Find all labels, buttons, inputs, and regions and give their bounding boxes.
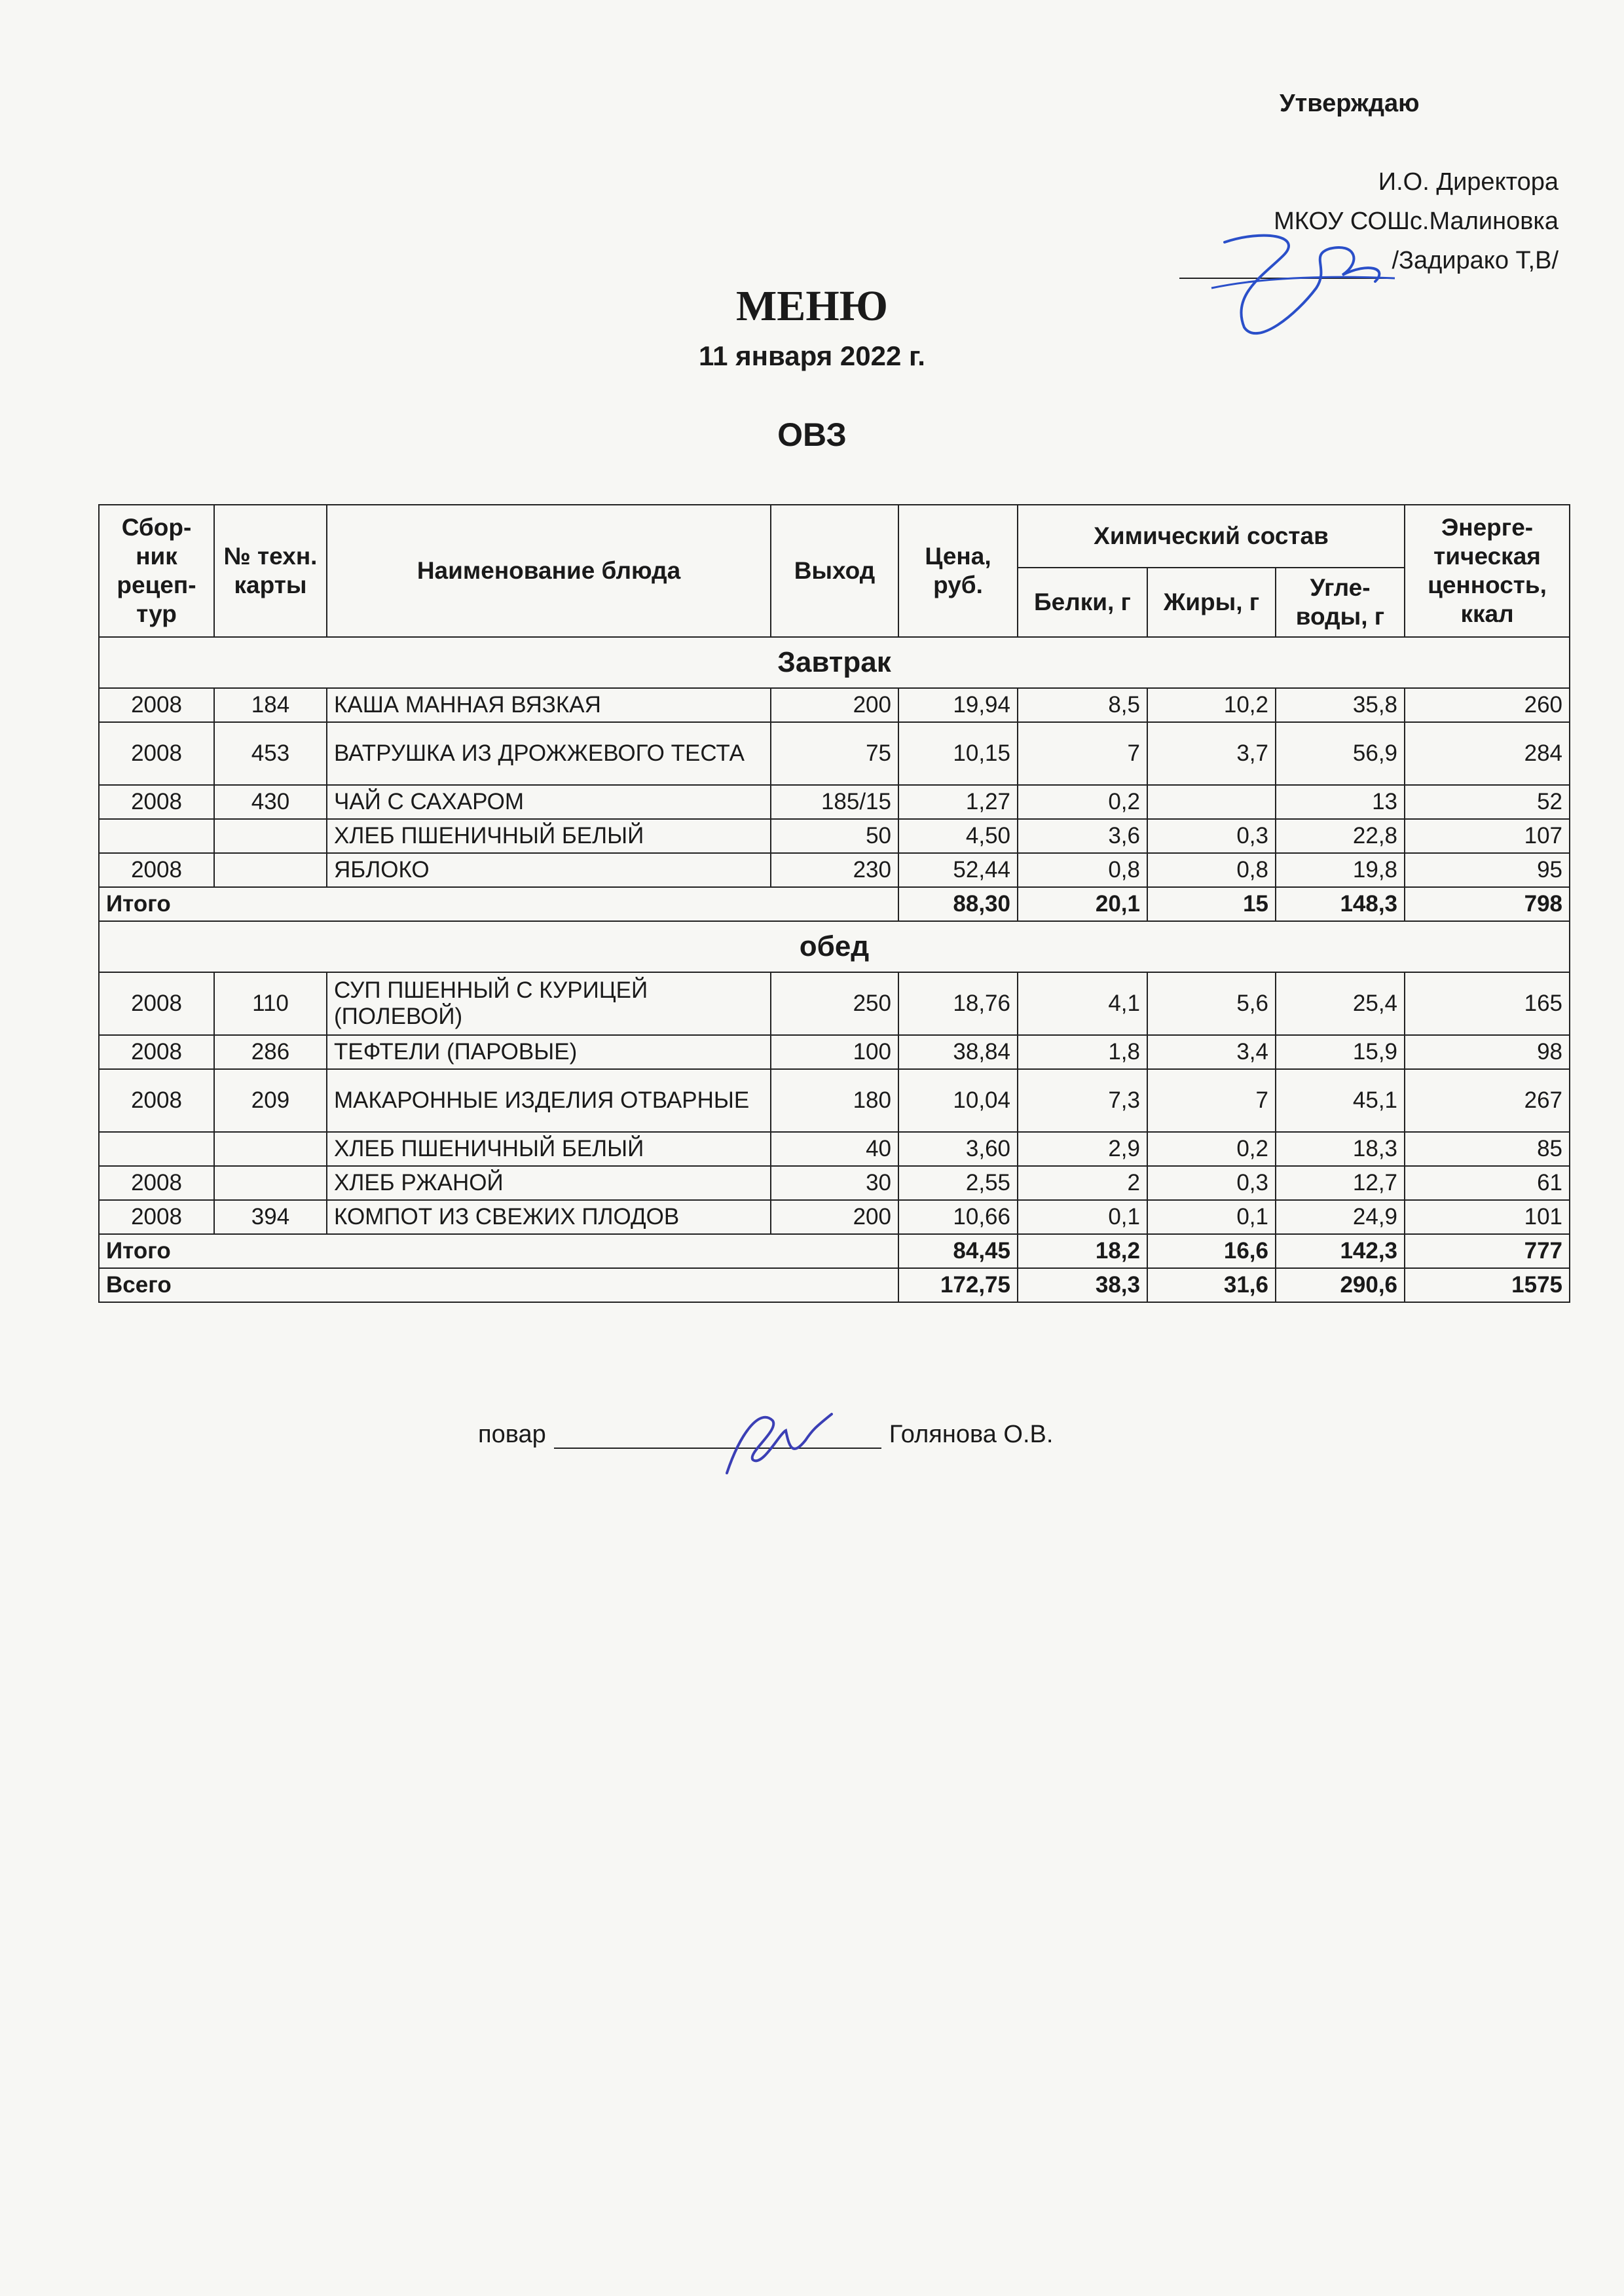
table-row xyxy=(99,853,1570,887)
cell-yield: 230 xyxy=(771,853,898,887)
approval-position: И.О. Директора xyxy=(1378,168,1559,196)
menu-subtitle: ОВЗ xyxy=(777,416,847,453)
cell-collection: 2008 xyxy=(99,972,214,1035)
table-row xyxy=(99,722,1570,785)
cell-carbs: 45,1 xyxy=(1276,1069,1405,1132)
cell-yield: 50 xyxy=(771,819,898,853)
cell-carbs: 15,9 xyxy=(1276,1035,1405,1069)
cell-fat: 10,2 xyxy=(1147,688,1276,722)
cell-collection: 2008 xyxy=(99,688,214,722)
cell-price: 3,60 xyxy=(898,1132,1018,1166)
menu-date: 11 января 2022 г. xyxy=(699,340,925,371)
cell-protein: 4,1 xyxy=(1018,972,1147,1035)
grand-total-energy: 1575 xyxy=(1405,1268,1570,1302)
total-label: Итого xyxy=(99,1234,898,1268)
cell-dish: ХЛЕБ ПШЕНИЧНЫЙ БЕЛЫЙ xyxy=(327,1132,771,1166)
cell-price: 52,44 xyxy=(898,853,1018,887)
cell-card: 286 xyxy=(214,1035,327,1069)
cell-fat: 0,3 xyxy=(1147,1166,1276,1200)
cell-price: 19,94 xyxy=(898,688,1018,722)
grand-total-fat: 31,6 xyxy=(1147,1268,1276,1302)
cell-fat: 7 xyxy=(1147,1069,1276,1132)
cell-card: 184 xyxy=(214,688,327,722)
cell-protein: 7 xyxy=(1018,722,1147,785)
cell-protein: 2 xyxy=(1018,1166,1147,1200)
cell-yield: 180 xyxy=(771,1069,898,1132)
cell-dish: СУП ПШЕННЫЙ С КУРИЦЕЙ (ПОЛЕВОЙ) xyxy=(327,972,771,1035)
cell-energy: 98 xyxy=(1405,1035,1570,1069)
cell-dish: ХЛЕБ ПШЕНИЧНЫЙ БЕЛЫЙ xyxy=(327,819,771,853)
cook-name: Голянова О.В. xyxy=(889,1421,1054,1448)
cell-dish: ЧАЙ С САХАРОМ xyxy=(327,785,771,819)
table-row xyxy=(99,688,1570,722)
col-header-yield: Выход xyxy=(771,505,898,637)
cell-dish: ЯБЛОКО xyxy=(327,853,771,887)
cell-yield: 200 xyxy=(771,1200,898,1234)
cell-energy: 267 xyxy=(1405,1069,1570,1132)
page-title: МЕНЮ xyxy=(736,282,888,330)
subtotal-row xyxy=(99,887,1570,921)
cell-dish: ХЛЕБ РЖАНОЙ xyxy=(327,1166,771,1200)
cell-collection: 2008 xyxy=(99,1069,214,1132)
cell-dish: КАША МАННАЯ ВЯЗКАЯ xyxy=(327,688,771,722)
table-row xyxy=(99,1035,1570,1069)
cell-price: 10,15 xyxy=(898,722,1018,785)
grand-total-protein: 38,3 xyxy=(1018,1268,1147,1302)
cook-role: повар xyxy=(478,1421,546,1448)
col-header-protein: Белки, г xyxy=(1018,568,1147,637)
cell-yield: 200 xyxy=(771,688,898,722)
cell-yield: 30 xyxy=(771,1166,898,1200)
cell-energy: 165 xyxy=(1405,972,1570,1035)
total-carbs: 148,3 xyxy=(1276,887,1405,921)
cell-collection: 2008 xyxy=(99,1200,214,1234)
cell-price: 4,50 xyxy=(898,819,1018,853)
cell-collection: 2008 xyxy=(99,722,214,785)
col-header-collection: Сбор-ник рецеп-тур xyxy=(99,505,214,637)
grand-total-label: Всего xyxy=(99,1268,898,1302)
total-protein: 20,1 xyxy=(1018,887,1147,921)
cell-price: 10,66 xyxy=(898,1200,1018,1234)
cell-collection: 2008 xyxy=(99,853,214,887)
col-header-dish: Наименование блюда xyxy=(327,505,771,637)
grand-total-row xyxy=(99,1268,1570,1302)
cell-card: 394 xyxy=(214,1200,327,1234)
col-header-energy: Энерге-тическая ценность, ккал xyxy=(1405,505,1570,637)
cell-fat: 0,8 xyxy=(1147,853,1276,887)
approval-organization: МКОУ СОШс.Малиновка xyxy=(1274,208,1559,235)
cell-yield: 75 xyxy=(771,722,898,785)
subtotal-row xyxy=(99,1234,1570,1268)
cell-collection xyxy=(99,1132,214,1166)
cell-dish: КОМПОТ ИЗ СВЕЖИХ ПЛОДОВ xyxy=(327,1200,771,1234)
total-fat: 16,6 xyxy=(1147,1234,1276,1268)
total-label: Итого xyxy=(99,887,898,921)
cell-yield: 40 xyxy=(771,1132,898,1166)
cell-price: 1,27 xyxy=(898,785,1018,819)
table-row xyxy=(99,1132,1570,1166)
section-row xyxy=(99,921,1570,972)
total-fat: 15 xyxy=(1147,887,1276,921)
col-header-card: № техн. карты xyxy=(214,505,327,637)
cell-energy: 61 xyxy=(1405,1166,1570,1200)
cell-price: 10,04 xyxy=(898,1069,1018,1132)
section-title: обед xyxy=(99,921,1570,972)
cell-protein: 1,8 xyxy=(1018,1035,1147,1069)
cell-card xyxy=(214,1132,327,1166)
grand-total-carbs: 290,6 xyxy=(1276,1268,1405,1302)
cell-carbs: 24,9 xyxy=(1276,1200,1405,1234)
cell-energy: 284 xyxy=(1405,722,1570,785)
cell-price: 2,55 xyxy=(898,1166,1018,1200)
cell-carbs: 25,4 xyxy=(1276,972,1405,1035)
cell-collection xyxy=(99,819,214,853)
cell-energy: 52 xyxy=(1405,785,1570,819)
table-row xyxy=(99,1200,1570,1234)
total-price: 84,45 xyxy=(898,1234,1018,1268)
col-header-price: Цена, руб. xyxy=(898,505,1018,637)
cell-collection: 2008 xyxy=(99,1035,214,1069)
cell-protein: 2,9 xyxy=(1018,1132,1147,1166)
cell-dish: ТЕФТЕЛИ (ПАРОВЫЕ) xyxy=(327,1035,771,1069)
table-row xyxy=(99,1069,1570,1132)
total-protein: 18,2 xyxy=(1018,1234,1147,1268)
menu-table xyxy=(98,504,1570,1303)
cell-protein: 3,6 xyxy=(1018,819,1147,853)
cell-fat: 0,1 xyxy=(1147,1200,1276,1234)
section-row xyxy=(99,637,1570,688)
cell-fat xyxy=(1147,785,1276,819)
cell-card xyxy=(214,819,327,853)
cell-fat: 0,2 xyxy=(1147,1132,1276,1166)
cell-fat: 5,6 xyxy=(1147,972,1276,1035)
cell-dish: ВАТРУШКА ИЗ ДРОЖЖЕВОГО ТЕСТА xyxy=(327,722,771,785)
cell-carbs: 35,8 xyxy=(1276,688,1405,722)
cell-energy: 101 xyxy=(1405,1200,1570,1234)
section-title: Завтрак xyxy=(99,637,1570,688)
cell-card xyxy=(214,853,327,887)
cell-card xyxy=(214,1166,327,1200)
cell-price: 38,84 xyxy=(898,1035,1018,1069)
cell-protein: 8,5 xyxy=(1018,688,1147,722)
approval-name: /Задирако Т,В/ xyxy=(1392,247,1559,274)
cell-card: 209 xyxy=(214,1069,327,1132)
cell-carbs: 19,8 xyxy=(1276,853,1405,887)
total-price: 88,30 xyxy=(898,887,1018,921)
cell-carbs: 13 xyxy=(1276,785,1405,819)
cell-card: 430 xyxy=(214,785,327,819)
cell-fat: 3,4 xyxy=(1147,1035,1276,1069)
col-header-fat: Жиры, г xyxy=(1147,568,1276,637)
cell-energy: 260 xyxy=(1405,688,1570,722)
cell-fat: 3,7 xyxy=(1147,722,1276,785)
cell-carbs: 18,3 xyxy=(1276,1132,1405,1166)
col-header-carbs: Угле-воды, г xyxy=(1276,568,1405,637)
total-energy: 798 xyxy=(1405,887,1570,921)
cell-carbs: 12,7 xyxy=(1276,1166,1405,1200)
table-row xyxy=(99,785,1570,819)
col-header-chem: Химический состав xyxy=(1018,505,1405,568)
table-row xyxy=(99,1166,1570,1200)
table-row xyxy=(99,819,1570,853)
total-energy: 777 xyxy=(1405,1234,1570,1268)
cell-collection: 2008 xyxy=(99,1166,214,1200)
cell-carbs: 22,8 xyxy=(1276,819,1405,853)
cell-energy: 95 xyxy=(1405,853,1570,887)
cell-collection: 2008 xyxy=(99,785,214,819)
cell-card: 453 xyxy=(214,722,327,785)
cell-protein: 0,2 xyxy=(1018,785,1147,819)
approval-title: Утверждаю xyxy=(1280,90,1420,117)
cell-dish: МАКАРОННЫЕ ИЗДЕЛИЯ ОТВАРНЫЕ xyxy=(327,1069,771,1132)
cell-yield: 250 xyxy=(771,972,898,1035)
cell-carbs: 56,9 xyxy=(1276,722,1405,785)
grand-total-price: 172,75 xyxy=(898,1268,1018,1302)
table-row xyxy=(99,972,1570,1035)
cell-fat: 0,3 xyxy=(1147,819,1276,853)
cell-yield: 185/15 xyxy=(771,785,898,819)
cell-protein: 0,1 xyxy=(1018,1200,1147,1234)
cell-protein: 7,3 xyxy=(1018,1069,1147,1132)
cell-yield: 100 xyxy=(771,1035,898,1069)
cell-price: 18,76 xyxy=(898,972,1018,1035)
cell-energy: 107 xyxy=(1405,819,1570,853)
total-carbs: 142,3 xyxy=(1276,1234,1405,1268)
cell-energy: 85 xyxy=(1405,1132,1570,1166)
cell-card: 110 xyxy=(214,972,327,1035)
cook-signature xyxy=(701,1394,838,1486)
cell-protein: 0,8 xyxy=(1018,853,1147,887)
